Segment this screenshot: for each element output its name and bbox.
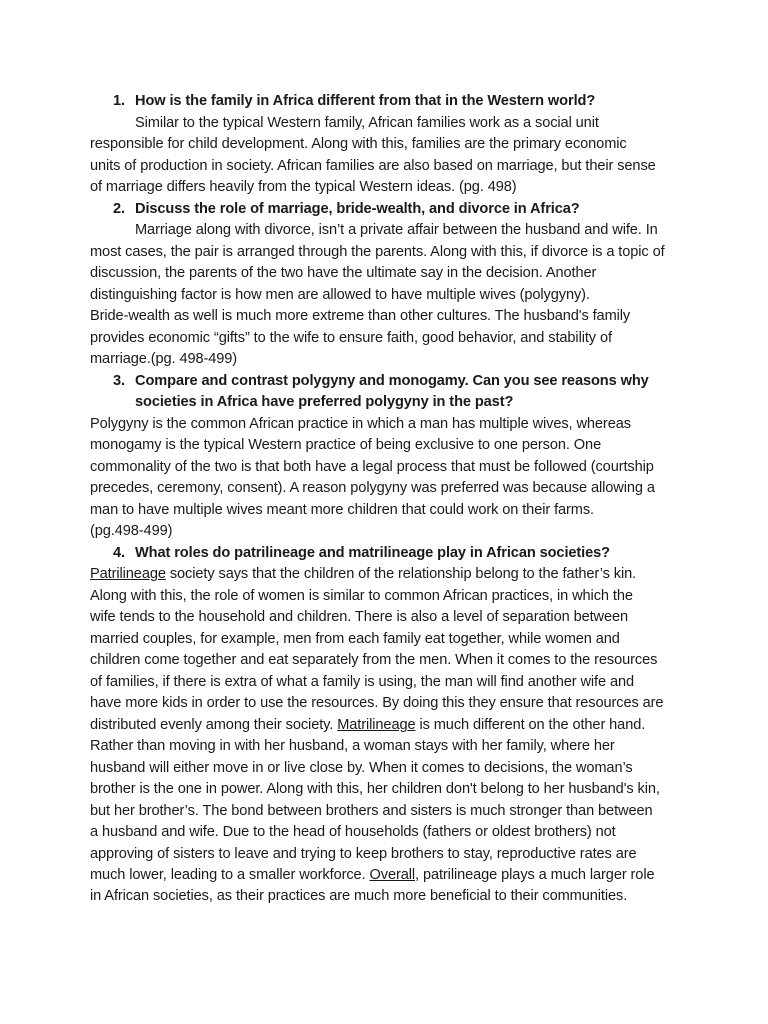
answer-text: distributed evenly among their society. (90, 717, 338, 733)
answer-line: Similar to the typical Western family, African families work as a social unit (135, 115, 599, 131)
answer-line: brother is the one in power. Along with this, her children don't belong to her husband's kin, (90, 781, 660, 797)
question-number: 3. (113, 373, 125, 389)
question-text: Compare and contrast polygyny and monogamy. Can you see reasons why (135, 373, 649, 389)
question-text: Discuss the role of marriage, bride-wealth, and divorce in Africa? (135, 201, 580, 217)
answer-line: in African societies, as their practices are much more beneficial to their communities. (90, 888, 628, 904)
underlined-term: Patrilineage (90, 566, 166, 582)
answer-line: married couples, for example, men from each family eat together, while women and (90, 631, 620, 647)
answer-line: monogamy is the typical Western practice of being exclusive to one person. One (90, 437, 602, 453)
answer-line: units of production in society. African families are also based on marriage, but their sense (90, 158, 656, 174)
underlined-term: Overall, (369, 867, 419, 883)
answer-line: of marriage differs heavily from the typical Western ideas. (pg. 498) (90, 179, 517, 195)
answer-line: marriage.(pg. 498-499) (90, 351, 238, 367)
answer-line (90, 715, 645, 737)
answer-line: responsible for child development. Along with this, families are the primary economic (90, 136, 627, 152)
answer-text: much lower, leading to a smaller workforce. (90, 867, 370, 883)
question-number: 4. (113, 545, 125, 561)
question-text: What roles do patrilineage and matrilineage play in African societies? (135, 545, 610, 561)
answer-line: precedes, ceremony, consent). A reason polygyny was preferred was because allowing a (90, 480, 655, 496)
question-text-continued: societies in Africa have preferred polygyny in the past? (135, 394, 514, 410)
answer-line: have more kids in order to use the resources. By doing this they ensure that resources are (90, 695, 664, 711)
answer-text: patrilineage plays a much larger role (418, 867, 655, 883)
answer-line: (pg.498-499) (90, 523, 173, 539)
answer-line: Rather than moving in with her husband, a woman stays with her family, where her (90, 738, 615, 754)
answer-line: Along with this, the role of women is similar to common African practices, in which the (90, 588, 633, 604)
answer-line: distinguishing factor is how men are allowed to have multiple wives (polygyny). (90, 287, 590, 303)
answer-line: discussion, the parents of the two have the ultimate say in the decision. Another (90, 265, 597, 281)
answer-line: man to have multiple wives meant more children that could work on their farms. (90, 502, 595, 518)
answer-line: of families, if there is extra of what a family is using, the man will find another wife and (90, 674, 634, 690)
answer-line: Marriage along with divorce, isn’t a private affair between the husband and wife. In (135, 222, 658, 238)
answer-text: society says that the children of the relationship belong to the father’s kin. (165, 566, 637, 582)
answer-line (90, 564, 636, 586)
answer-line: a husband and wife. Due to the head of households (fathers or oldest brothers) not (90, 824, 616, 840)
question-number: 2. (113, 201, 125, 217)
underlined-term: Matrilineage (337, 717, 416, 733)
answer-line: most cases, the pair is arranged through the parents. Along with this, if divorce is a topic of (90, 244, 665, 260)
answer-line: approving of sisters to leave and trying to keep brothers to stay, reproductive rates are (90, 846, 637, 862)
answer-text: is much different on the other hand. (415, 717, 646, 733)
answer-line: children come together and eat separately from the men. When it comes to the resources (90, 652, 658, 668)
answer-line: husband will either move in or live close by. When it comes to decisions, the woman’s (90, 760, 633, 776)
question-number: 1. (113, 93, 125, 109)
answer-line: commonality of the two is that both have a legal process that must be followed (courtship (90, 459, 654, 475)
answer-line: wife tends to the household and children. There is also a level of separation between (90, 609, 629, 625)
answer-line: but her brother’s. The bond between brothers and sisters is much stronger than between (90, 803, 653, 819)
answer-line: provides economic “gifts” to the wife to ensure faith, good behavior, and stability of (90, 330, 612, 346)
answer-line: Polygyny is the common African practice in which a man has multiple wives, whereas (90, 416, 631, 432)
answer-line (90, 865, 655, 887)
answer-line: Bride-wealth as well is much more extreme than other cultures. The husband's family (90, 308, 631, 324)
question-text: How is the family in Africa different from that in the Western world? (135, 93, 596, 109)
